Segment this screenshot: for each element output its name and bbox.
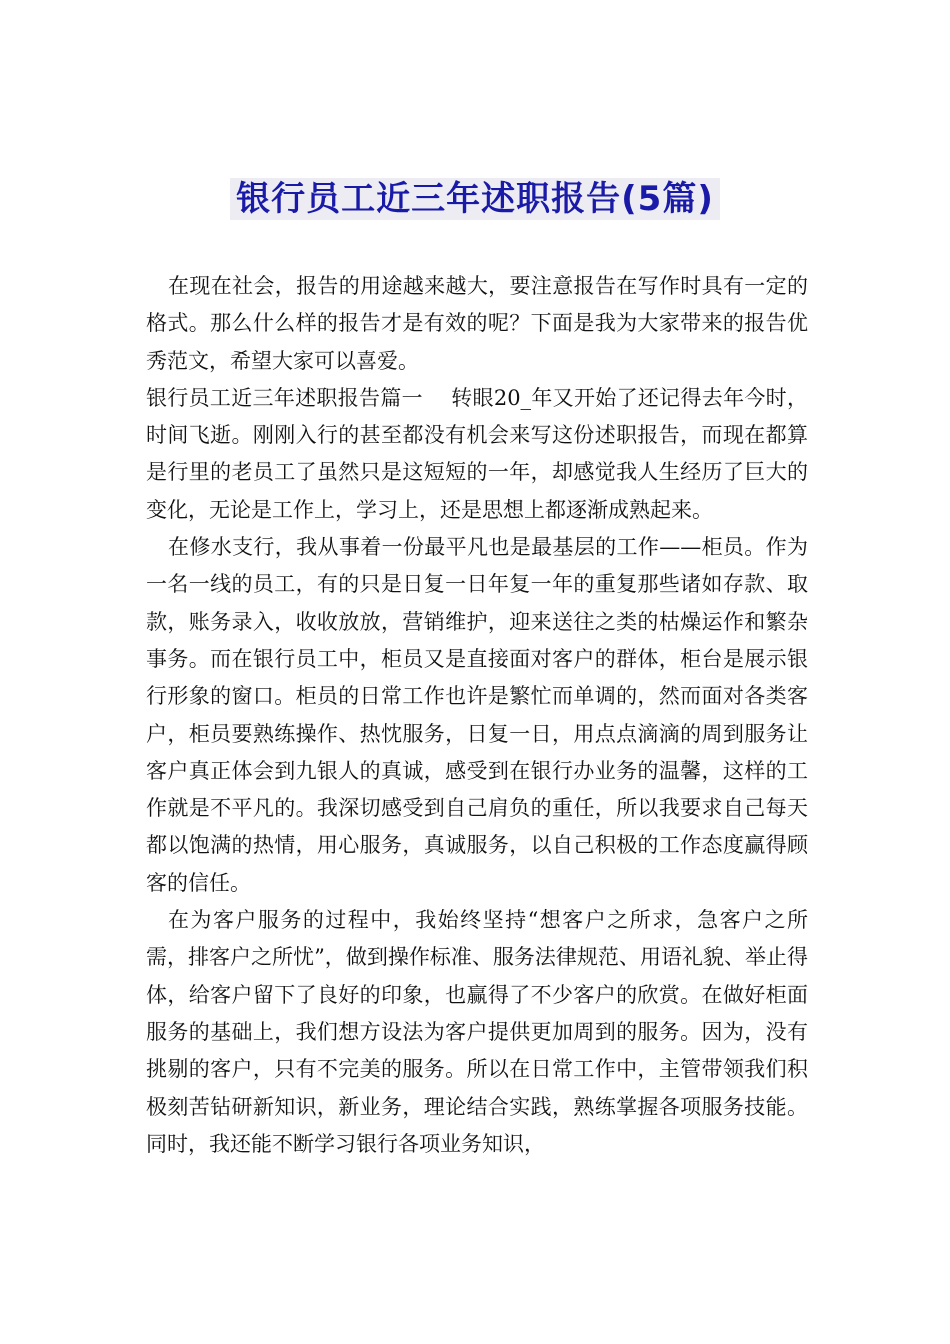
- paragraph-customer-service: 在为客户服务的过程中，我始终坚持“想客户之所求，急客户之所需，排客户之所忧”，做到操作标准、服务法律规范、用语礼貌、举止得体，给客户留下了良好的印象，也赢得了不少客户的欣赏。在做好柜面服务的基础上，我们想方设法为客户提供更加周到的服务。因为，没有挑剔的客户，只有不完美的服务。所以在日常工作中，主管带领我们积极刻苦钻研新知识，新业务，理论结合实践，熟练掌握各项服务技能。同时，我还能不断学习银行各项业务知识，: [146, 908, 808, 1156]
- document-body: [146, 268, 808, 1163]
- document-title: 银行员工近三年述职报告(5篇): [230, 178, 720, 220]
- paragraph-teller-work: 在修水支行，我从事着一份最平凡也是最基层的工作——柜员。作为一名一线的员工，有的只是日复一日年复一年的重复那些诸如存款、取款，账务录入，收收放放，营销维护，迎来送往之类的枯燥运作和繁杂事务。而在银行员工中，柜员又是直接面对客户的群体，柜台是展示银行形象的窗口。柜员的日常工作也许是繁忙而单调的，然而面对各类客户，柜员要熟练操作、热忱服务，日复一日，用点点滴滴的周到服务让客户真正体会到九银人的真诚，感受到在银行办业务的温馨，这样的工作就是不平凡的。我深切感受到自己肩负的重任，所以我要求自己每天都以饱满的热情，用心服务，真诚服务，以自己积极的工作态度赢得顾客的信任。: [146, 535, 808, 895]
- title-container: [0, 178, 950, 220]
- paragraph-section-one: 银行员工近三年述职报告篇一 转眼20_年又开始了还记得去年今时，时间飞逝。刚刚入行的甚至都没有机会来写这份述职报告，而现在都算是行里的老员工了虽然只是这短短的一年，却感觉我人生经历了巨大的变化，无论是工作上，学习上，还是思想上都逐渐成熟起来。: [146, 385, 808, 522]
- paragraph-intro: 在现在社会，报告的用途越来越大，要注意报告在写作时具有一定的格式。那么什么样的报告才是有效的呢？下面是我为大家带来的报告优秀范文，希望大家可以喜爱。: [146, 274, 808, 373]
